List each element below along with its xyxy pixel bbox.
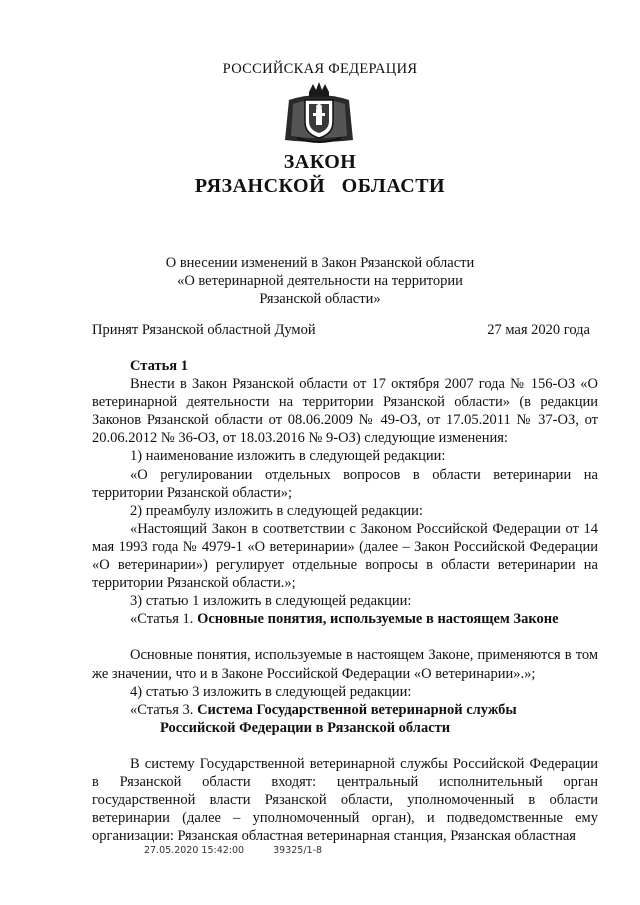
amendment-item-1: 1) наименование изложить в следующей редакции:: [130, 448, 446, 465]
amendment-item-2: 2) преамбулу изложить в следующей редакции:: [130, 502, 423, 519]
article-3-text: В систему Государственной ветеринарной службы Российской Федерации в Рязанской области входят: центральный исполнительный орган государственной власти Рязанской области, уполномоченный в области ветеринарии (далее – уполномоченный орган), и подведомственные ему организации: Рязанская областная ветеринарная станция, Рязанская областная: [92, 755, 598, 845]
footer-doc-number: 39325/1-8: [273, 845, 323, 856]
subject-line3: Рязанской области»: [259, 291, 381, 307]
article-1-title: Основные понятия, используемые в настоящем Законе: [197, 611, 559, 628]
adoption-date: 27 мая 2020 года: [487, 322, 590, 338]
article-1-text: Основные понятия, используемые в настоящем Законе, применяются в том же значении, что и в Законе Российской Федерации «О ветеринарии».»;: [92, 647, 598, 682]
ryazan-coat-of-arms-icon: [283, 82, 355, 146]
article-3-prefix: «Статья 3.: [130, 701, 198, 718]
article-1-prefix: «Статья 1.: [130, 611, 198, 628]
law-title-line2: РЯЗАНСКОЙ ОБЛАСТИ: [194, 175, 446, 197]
subject-line2: «О ветеринарной деятельности на территории: [177, 273, 463, 289]
law-title-line1: ЗАКОН: [283, 151, 357, 173]
amendment-item-1-text: «О регулировании отдельных вопросов в области ветеринарии на территории Рязанской области»;: [92, 466, 598, 501]
article-3-title-line2: Российской Федерации в Рязанской области: [160, 719, 451, 736]
article-3-title-line1: Система Государственной ветеринарной службы: [197, 701, 517, 718]
law-title: [0, 150, 640, 198]
article-heading: Статья 1: [130, 358, 188, 374]
footer-stamp: [144, 845, 348, 856]
article-3-title-line: [92, 701, 598, 719]
adopted-by: Принят Рязанской областной Думой: [92, 322, 316, 338]
country-heading: РОССИЙСКАЯ ФЕДЕРАЦИЯ: [222, 61, 418, 77]
amendment-item-3: 3) статью 1 изложить в следующей редакции:: [130, 593, 412, 610]
amendment-item-4: 4) статью 3 изложить в следующей редакции:: [130, 683, 412, 700]
article-intro: Внести в Закон Рязанской области от 17 октября 2007 года № 156-ОЗ «О ветеринарной деятельности на территории Рязанской области» (в редакции Законов Рязанской области от 08.06.2009 № 49-ОЗ, от 17.05.2011 № 37-ОЗ, от 20.06.2012 № 36-ОЗ, от 18.03.2016 № 9-ОЗ) следующие изменения:: [92, 376, 598, 447]
adoption-line: [92, 322, 590, 339]
footer-timestamp: 27.05.2020 15:42:00: [144, 845, 245, 856]
law-body: [92, 357, 598, 845]
amendment-item-2-text: «Настоящий Закон в соответствии с Законом Российской Федерации от 14 мая 1993 года № 4979-1 «О ветеринарии» (далее – Закон Российской Федерации «О ветеринарии») регулирует отдельные вопросы в области ветеринарии на территории Рязанской области.»;: [92, 520, 598, 592]
subject-line1: О внесении изменений в Закон Рязанской области: [165, 255, 475, 271]
article-1-title-line: [92, 610, 598, 628]
law-subject: [150, 254, 490, 308]
